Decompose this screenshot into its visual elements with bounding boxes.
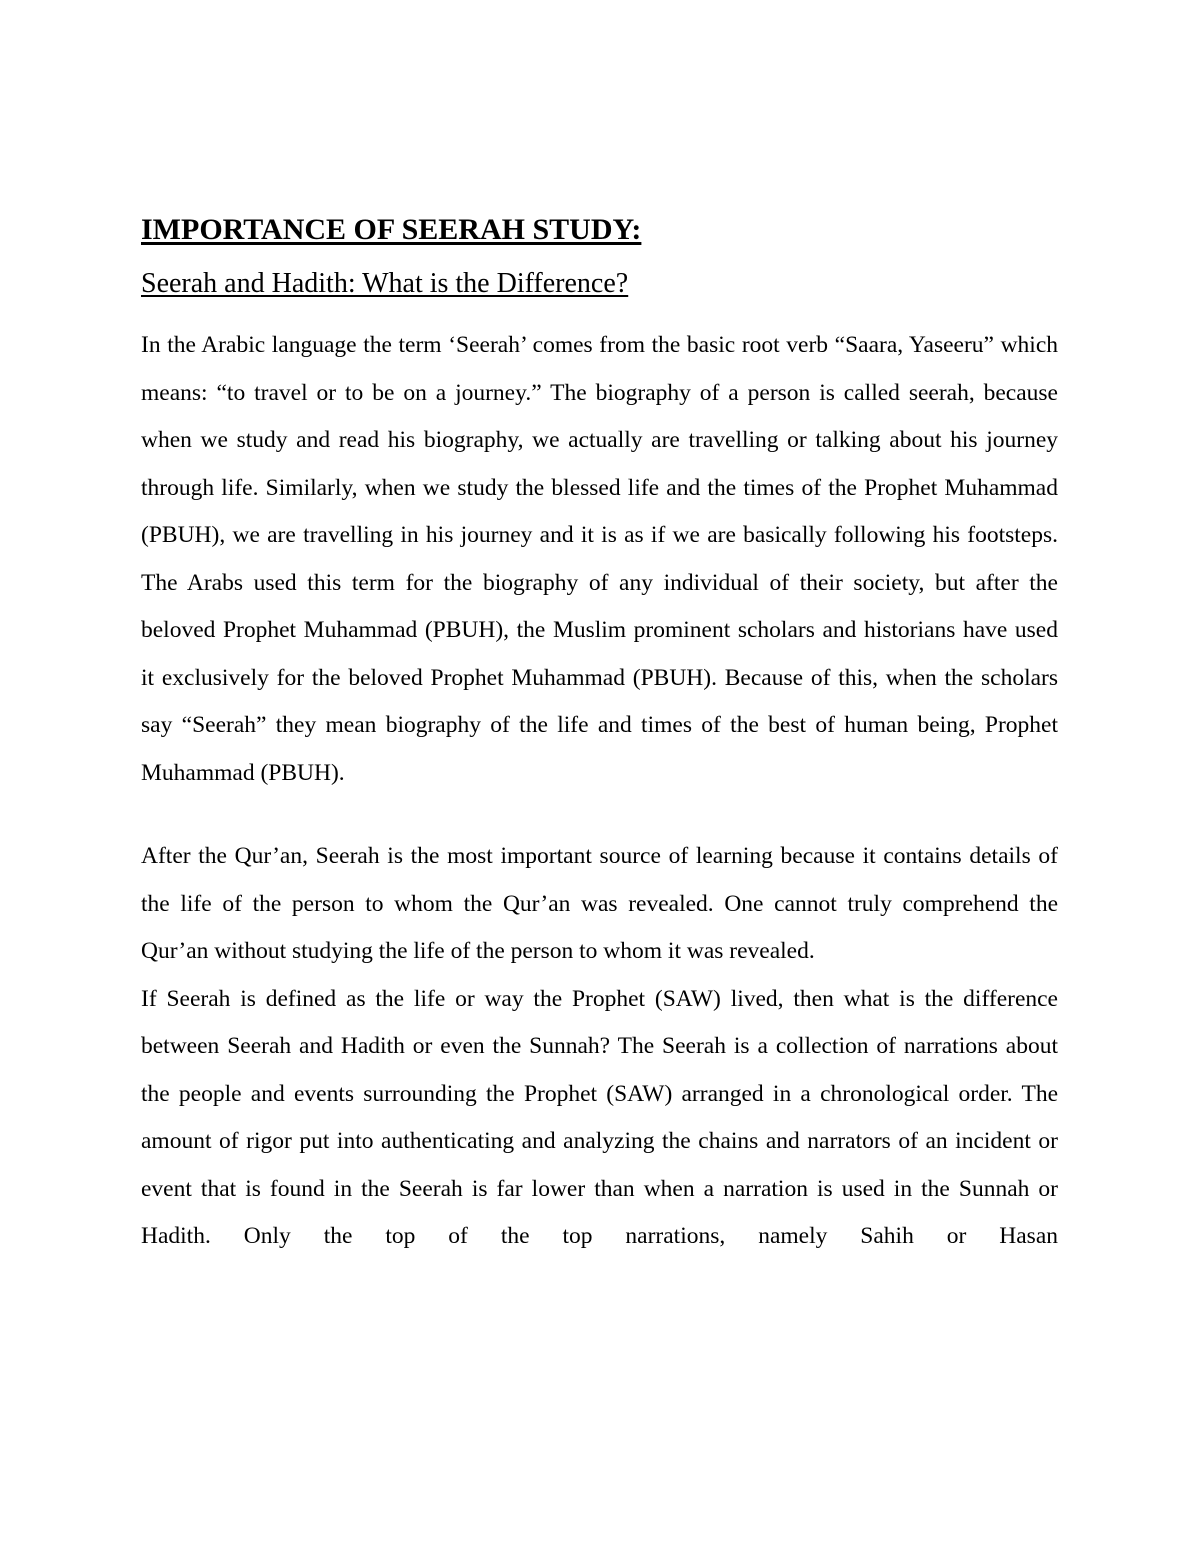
paragraph-seerah-vs-hadith: If Seerah is defined as the life or way the Prophet (SAW) lived, then what is the difference between Seerah and Hadith or even the Sunnah? The Seerah is a collection of narrations about the people and events surrounding the Prophet (SAW) arranged in a chronological order. The amount of rigor put into authenticating and analyzing the chains and narrators of an incident or event that is found in the Seerah is far lower than when a narration is used in the Sunnah or Hadith. Only the top of the top narrations, namely Sahih or Hasan — [141, 985, 1058, 1249]
page-title: IMPORTANCE OF SEERAH STUDY: — [141, 213, 642, 246]
paragraph-seerah-definition: In the Arabic language the term ‘Seerah’ comes from the basic root verb “Saara, Yaseeru” which means: “to travel or to be on a journey.” The biography of a person is called seerah, because when we study and read his biography, we actually are travelling or talking about his journey through life. Similarly, when we study the blessed life and the times of the Prophet Muhammad (PBUH), we are travelling in his journey and it is as if we are basically following his footsteps. The Arabs used this term for the biography of any individual of their society, but after the beloved Prophet Muhammad (PBUH), the Muslim prominent scholars and historians have used it exclusively for the beloved Prophet Muhammad (PBUH). Because of this, when the scholars say “Seerah” they mean biography of the life and times of the best of human being, Prophet Muhammad (PBUH). — [141, 332, 1058, 786]
document-body — [141, 210, 1058, 1261]
page-subtitle: Seerah and Hadith: What is the Difference? — [141, 268, 629, 299]
paragraph-after-quran: After the Qur’an, Seerah is the most important source of learning because it contains details of the life of the person to whom the Qur’an was revealed. One cannot truly comprehend the Qur’an without studying the life of the person to whom it was revealed. — [141, 843, 1058, 964]
